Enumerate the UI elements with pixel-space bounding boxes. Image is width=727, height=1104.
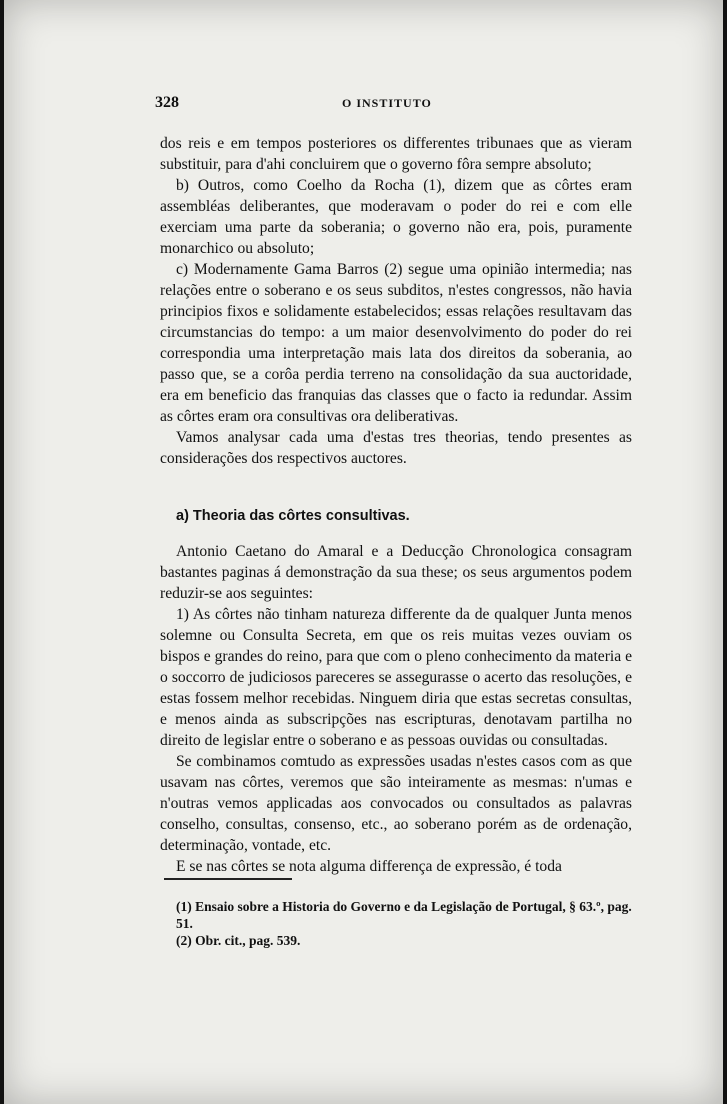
paragraph: Se combinamos comtudo as expressões usadas n'estes casos com as que usavam nas côrtes, veremos que são inteiramente as mesmas: n'umas e n'outras vemos applicadas aos convocados ou consultados as palavras conselho, consultas, consenso, etc., ao soberano porém as de ordenação, determinação, vontade, etc. — [160, 753, 632, 854]
paragraph: dos reis e em tempos posteriores os differentes tribunaes que as vieram substituir, para d'ahi concluirem que o governo fôra sempre absoluto; — [160, 135, 632, 173]
paragraph: Antonio Caetano do Amaral e a Deducção Chronologica consagram bastantes paginas á demonstração da sua these; os seus argumentos podem reduzir-se aos seguintes: — [160, 543, 632, 602]
running-head: O INSTITUTO — [342, 96, 432, 110]
page-number: 328 — [155, 94, 179, 111]
footnotes — [160, 898, 640, 949]
footnote-divider — [164, 878, 292, 880]
body-text-top — [160, 133, 632, 469]
scan-border-right — [723, 0, 727, 1104]
footnote: (2) Obr. cit., pag. 539. — [176, 933, 301, 948]
paragraph: Vamos analysar cada uma d'estas tres theorias, tendo presentes as considerações dos respectivos auctores. — [160, 429, 632, 467]
paragraph: c) Modernamente Gama Barros (2) segue uma opinião intermedia; nas relações entre o soberano e os seus subditos, n'estes congressos, não havia principios fixos e solidamente estabelecidos; essas relações resultavam das circumstancias do tempo: a um maior desenvolvimento do poder do rei correspondia uma interpretação mais lata dos direitos da soberania, ao passo que, se a corôa perdia terreno na consolidação da sua auctoridade, era em beneficio das franquias das classes que o facto ia redundar. Assim as côrtes eram ora consultivas ora deliberativas. — [160, 261, 632, 425]
section-heading: a) Theoria das côrtes consultivas. — [176, 508, 410, 524]
paragraph: 1) As côrtes não tinham natureza differente da de qualquer Junta menos solemne ou Consulta Secreta, em que os reis muitas vezes ouviam os bispos e grandes do reino, para que com o pleno conhecimento da materia e o soccorro de judiciosos pareceres se assegurasse o acerto das resoluções, e estas fossem melhor recebidas. Ninguem diria que estas secretas consultas, e menos ainda as subscripções nas escripturas, denotavam partilha no direito de legislar entre o soberano e as pessoas ouvidas ou consultadas. — [160, 606, 632, 749]
body-text-bottom — [160, 541, 632, 877]
paragraph: E se nas côrtes se nota alguma differença de expressão, é toda — [176, 858, 562, 875]
page-header — [155, 94, 635, 114]
footnote: (1) Ensaio sobre a Historia do Governo e da Legislação de Portugal, § 63.º, pag. 51. — [176, 899, 632, 931]
paragraph: b) Outros, como Coelho da Rocha (1), dizem que as côrtes eram assembléas deliberantes, que moderavam o poder do rei e com elle exerciam uma parte da soberania; o governo não era, pois, puramente monarchico ou absoluto; — [160, 177, 632, 257]
